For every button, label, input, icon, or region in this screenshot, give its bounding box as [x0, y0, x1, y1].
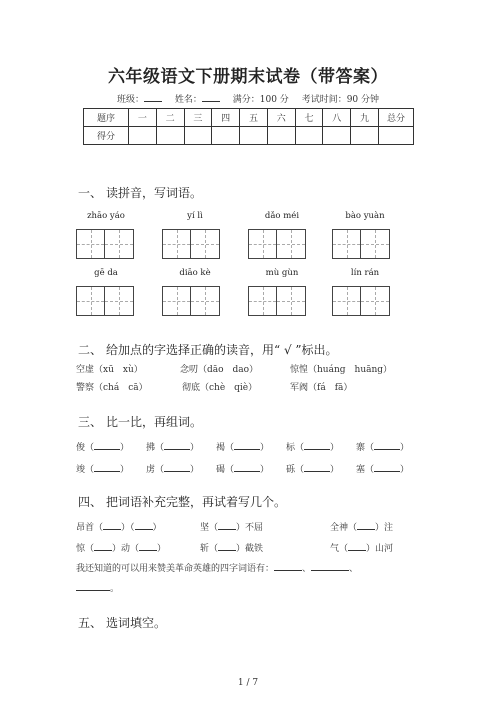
full-score: 满分：100 分 — [232, 95, 289, 105]
score-header-row — [84, 109, 414, 127]
compare-item: 寨（ ） — [356, 443, 410, 453]
compare-item: 塞（ ） — [356, 465, 410, 475]
compare-item: 俊（ ） — [76, 443, 130, 453]
score-cell: 七 — [295, 109, 323, 127]
name-field: 姓名： — [175, 95, 220, 105]
score-input[interactable] — [129, 127, 157, 145]
compare-item: 标（ ） — [286, 443, 340, 453]
compare-item: 虏（ ） — [146, 465, 200, 475]
page-number: 1 / 7 — [237, 678, 259, 688]
pinyin-label: mù gùn — [265, 268, 299, 278]
pinyin-choice[interactable]: 彻底（chè qiè） — [182, 383, 258, 393]
score-cell: 四 — [212, 109, 240, 127]
writing-grid[interactable] — [248, 286, 306, 316]
score-cell: 五 — [240, 109, 268, 127]
score-cell: 一 — [129, 109, 157, 127]
pinyin-choice[interactable]: 惊惶（huáng huāng） — [290, 365, 393, 375]
score-value-row — [84, 127, 414, 145]
score-input[interactable] — [184, 127, 212, 145]
writing-grid[interactable] — [76, 286, 134, 316]
idiom-item: 坚（ ）不屈 — [200, 523, 264, 533]
compare-item: 砾（ ） — [286, 465, 340, 475]
pinyin-label: lín rán — [350, 268, 380, 278]
score-input[interactable] — [323, 127, 351, 145]
writing-grid[interactable] — [248, 229, 306, 259]
score-input[interactable] — [295, 127, 323, 145]
score-cell: 六 — [267, 109, 295, 127]
idiom-item: 全神（ ）注 — [330, 523, 394, 533]
score-cell: 二 — [156, 109, 184, 127]
idiom-answer-line: 。 — [76, 581, 119, 594]
pinyin-choice[interactable]: 警察（chá cā） — [76, 383, 148, 393]
score-table — [83, 108, 414, 145]
idiom-item: 斩（ ）截铁 — [200, 544, 264, 554]
score-input[interactable] — [156, 127, 184, 145]
idiom-item: 昂首（ ）（ ） — [76, 523, 162, 533]
writing-grid[interactable] — [332, 229, 390, 259]
section-2-heading: 二、 给加点的字选择正确的读音，用“ √ ”标出。 — [78, 343, 338, 357]
writing-grid[interactable] — [162, 229, 220, 259]
score-input[interactable] — [240, 127, 268, 145]
pinyin-label: diāo kè — [179, 268, 211, 278]
score-cell: 八 — [323, 109, 351, 127]
exam-info — [0, 92, 496, 105]
idiom-item: 气（ ）山河 — [330, 544, 394, 554]
score-cell: 三 — [184, 109, 212, 127]
score-input[interactable] — [212, 127, 240, 145]
compare-item: 拂（ ） — [146, 443, 200, 453]
idiom-prompt: 我还知道的可以用来赞美革命英雄的四字词语有： 、 、 — [76, 564, 359, 574]
writing-grid[interactable] — [332, 286, 390, 316]
section-1-heading: 一、 读拼音，写词语。 — [78, 186, 203, 200]
score-cell: 九 — [351, 109, 379, 127]
score-cell: 总分 — [379, 109, 414, 127]
score-input[interactable] — [267, 127, 295, 145]
writing-grid[interactable] — [76, 229, 134, 259]
pinyin-choice[interactable]: 军阀（fá fā） — [290, 383, 353, 393]
pinyin-label: zhāo yáo — [87, 211, 125, 221]
section-3-heading: 三、 比一比，再组词。 — [78, 415, 203, 429]
score-cell: 题序 — [84, 109, 129, 127]
pinyin-label: bào yuàn — [345, 211, 385, 221]
compare-item: 褐（ ） — [216, 443, 270, 453]
pinyin-label: dǎo méi — [264, 211, 300, 221]
score-label: 得分 — [84, 127, 129, 145]
writing-grid[interactable] — [162, 286, 220, 316]
compare-item: 碣（ ） — [216, 465, 270, 475]
idiom-item: 惊（ ）动（ ） — [76, 544, 167, 554]
section-4-heading: 四、 把词语补充完整，再试着写几个。 — [78, 495, 287, 509]
pinyin-choice[interactable]: 空虚（xū xù） — [76, 365, 143, 375]
pinyin-label: gē da — [94, 268, 118, 278]
pinyin-choice[interactable]: 念叨（dāo dao） — [180, 365, 259, 375]
score-input[interactable] — [379, 127, 414, 145]
section-5-heading: 五、 选词填空。 — [78, 616, 167, 630]
class-field: 班级： — [117, 95, 162, 105]
score-input[interactable] — [351, 127, 379, 145]
compare-item: 竣（ ） — [76, 465, 130, 475]
page-title: 六年级语文下册期末试卷（带答案） — [108, 67, 388, 87]
pinyin-label: yí lì — [187, 211, 203, 221]
exam-time: 考试时间：90 分钟 — [301, 95, 380, 105]
